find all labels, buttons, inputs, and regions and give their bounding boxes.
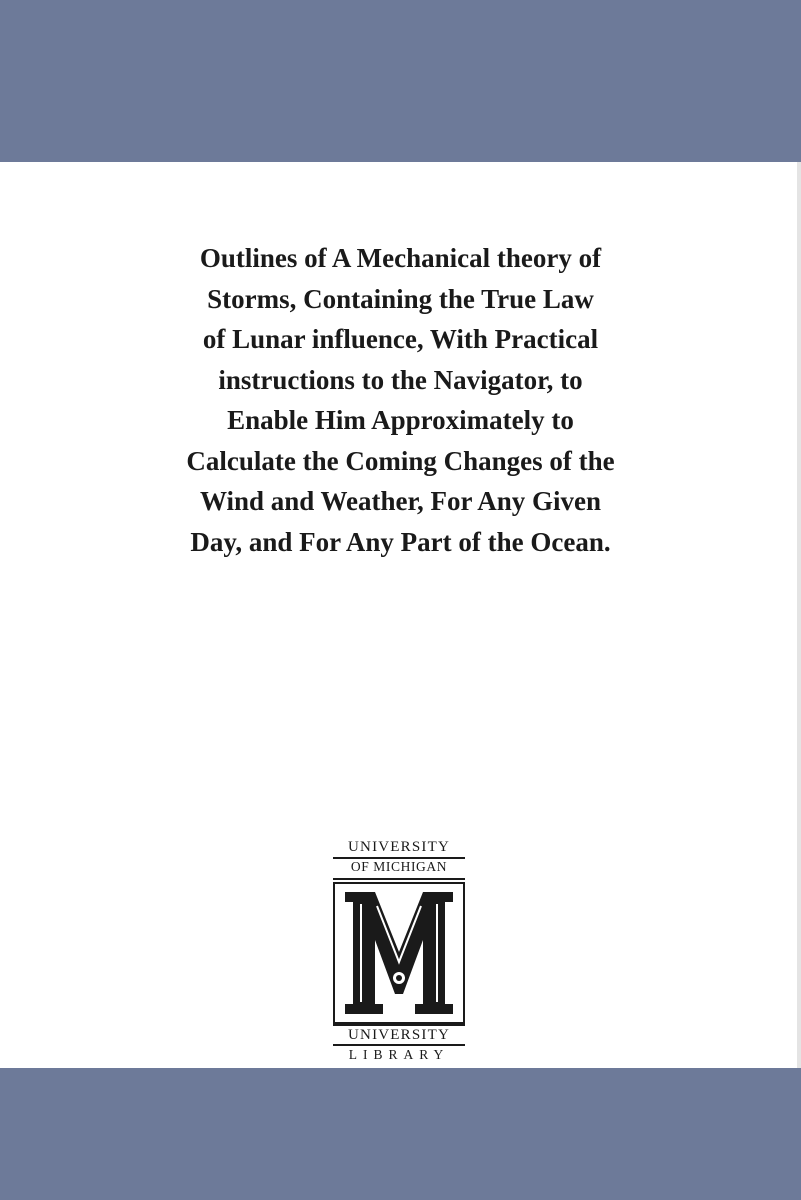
bottom-color-band xyxy=(0,1068,801,1200)
seal-michigan-text: OF MICHIGAN xyxy=(350,859,448,874)
title-line: of Lunar influence, With Practical xyxy=(202,324,599,354)
title-line: Storms, Containing the True Law xyxy=(207,283,594,314)
seal-library-text: LIBRARY xyxy=(348,1047,450,1062)
title-line: instructions to the Navigator, to xyxy=(218,364,583,395)
university-of-michigan-block-m-icon xyxy=(333,882,465,1024)
seal-university-text: UNIVERSITY xyxy=(348,839,450,855)
seal-rule xyxy=(333,878,465,880)
book-title xyxy=(0,238,801,562)
top-color-band xyxy=(0,0,801,162)
title-line: Enable Him Approximately to xyxy=(227,405,574,435)
seal-university-text: UNIVERSITY xyxy=(348,1027,450,1043)
title-line: Calculate the Coming Changes of the xyxy=(186,445,615,476)
title-line: Day, and For Any Part of the Ocean. xyxy=(190,526,611,557)
university-library-seal xyxy=(333,838,465,1072)
title-line: Wind and Weather, For Any Given xyxy=(199,486,602,516)
title-line: Outlines of A Mechanical theory of xyxy=(199,243,602,273)
